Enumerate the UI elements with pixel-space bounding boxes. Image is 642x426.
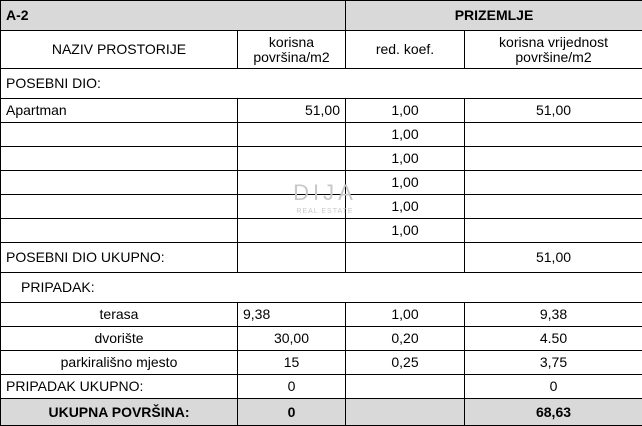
grand-total-area: 0 [238,399,346,426]
row-name [1,219,238,243]
main-total-value: 51,00 [465,243,642,273]
row-area: 51,00 [238,99,346,123]
row-coef: 1,00 [346,219,465,243]
row-area [238,171,346,195]
section-main-row [1,69,642,99]
section-extra-row [1,273,642,303]
row-value [465,171,642,195]
extra-total-coef [346,375,465,399]
row-name [1,147,238,171]
row-area [238,195,346,219]
main-total-coef [346,243,465,273]
row-value [465,123,642,147]
row-value [465,147,642,171]
row-value: 51,00 [465,99,642,123]
row-coef: 1,00 [346,99,465,123]
row-name: parkirališno mjesto [1,351,238,375]
row-value: 4.50 [465,327,642,351]
row-value: 3,75 [465,351,642,375]
column-header-row [1,31,642,69]
main-total-area [238,243,346,273]
extra-total-row [1,375,642,399]
section-main-label: POSEBNI DIO: [1,69,642,99]
row-value [465,219,642,243]
col-value-header: korisna vrijednost površine/m2 [465,31,642,69]
table-row [1,99,642,123]
row-coef: 1,00 [346,147,465,171]
extra-total-value: 0 [465,375,642,399]
row-value [465,195,642,219]
table-row [1,123,642,147]
row-coef: 1,00 [346,171,465,195]
table-row [1,147,642,171]
col-name-header: NAZIV PROSTORIJE [1,31,238,69]
extra-total-area: 0 [238,375,346,399]
table-row [1,327,642,351]
row-name [1,123,238,147]
floor-label: PRIZEMLJE [346,1,642,31]
row-area [238,219,346,243]
table-row [1,195,642,219]
row-value: 9,38 [465,303,642,327]
extra-total-label: PRIPADAK UKUPNO: [1,375,238,399]
row-name [1,195,238,219]
row-coef: 1,00 [346,303,465,327]
table-row [1,171,642,195]
col-coef-header: red. koef. [346,31,465,69]
unit-label: A-2 [1,1,346,31]
main-total-row [1,243,642,273]
row-name: terasa [1,303,238,327]
row-coef: 1,00 [346,123,465,147]
col-area-header: korisna površina/m2 [238,31,346,69]
grand-total-label: UKUPNA POVRŠINA: [1,399,238,426]
table-row [1,303,642,327]
row-area [238,123,346,147]
row-name: dvorište [1,327,238,351]
row-area: 15 [238,351,346,375]
row-area [238,147,346,171]
grand-total-value: 68,63 [465,399,642,426]
row-coef: 0,20 [346,327,465,351]
watermark-subtext: REAL ESTATE [275,208,375,215]
table-row [1,219,642,243]
main-total-label: POSEBNI DIO UKUPNO: [1,243,238,273]
row-area: 30,00 [238,327,346,351]
row-coef: 0,25 [346,351,465,375]
row-name [1,171,238,195]
section-extra-label: PRIPADAK: [1,273,642,303]
table-row [1,351,642,375]
row-area: 9,38 [238,303,346,327]
header-row [1,1,642,31]
row-coef: 1,00 [346,195,465,219]
grand-total-coef [346,399,465,426]
row-name: Apartman [1,99,238,123]
grand-total-row [1,399,642,426]
watermark-text: DIJA [275,180,375,206]
